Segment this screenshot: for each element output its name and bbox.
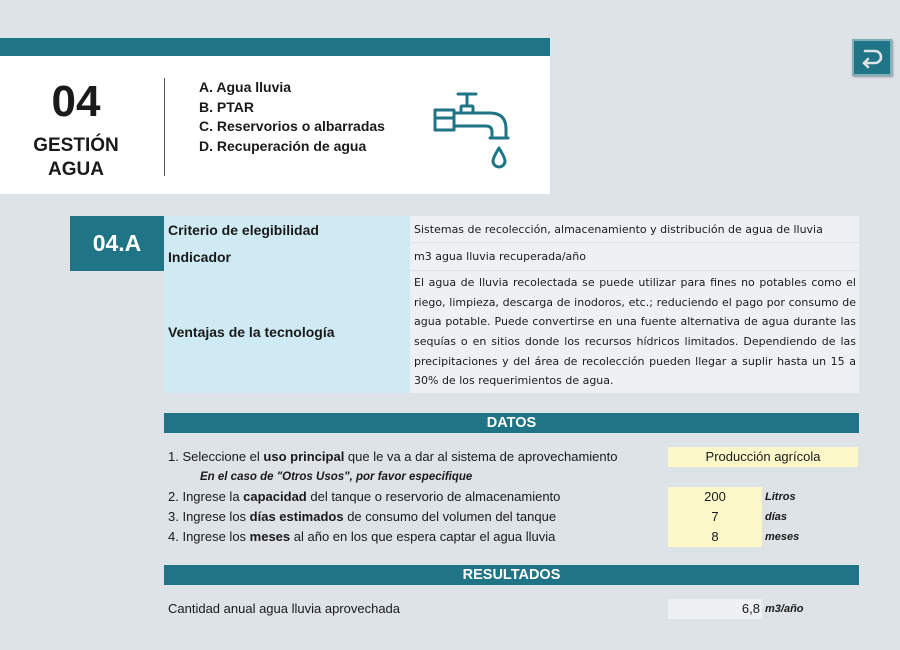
question-text: 4. Ingrese los meses al año en los que espera captar el agua lluvia xyxy=(168,529,556,544)
ventajas-row xyxy=(164,271,859,393)
return-arrow-icon xyxy=(859,47,885,69)
criterio-value: Sistemas de recolección, almacenamiento y distribución de agua de lluvia xyxy=(410,216,859,243)
subcategory-item: A. Agua lluvia xyxy=(199,79,292,95)
criterio-row xyxy=(164,216,859,243)
subcategory-item: C. Reservorios o albarradas xyxy=(199,118,385,134)
meses-input[interactable]: 8 xyxy=(668,527,762,547)
header-divider xyxy=(164,78,165,176)
category-title-line2: AGUA xyxy=(48,159,104,180)
indicador-row xyxy=(164,243,859,271)
dias-unit: días xyxy=(765,511,788,523)
capacidad-input[interactable]: 200 xyxy=(668,487,762,507)
question-text: 3. Ingrese los días estimados de consumo del volumen del tanque xyxy=(168,509,557,524)
indicador-value: m3 agua lluvia recuperada/año xyxy=(410,243,859,271)
resultado-value: 6,8 xyxy=(668,599,762,619)
subcategory-item: D. Recuperación de agua xyxy=(199,137,367,154)
capacidad-unit: Litros xyxy=(765,491,796,503)
question-text: 2. Ingrese la capacidad del tanque o reservorio de almacenamiento xyxy=(168,489,561,504)
technology-info-table xyxy=(164,216,859,393)
ventajas-label: Ventajas de la tecnología xyxy=(164,271,410,393)
datos-header: DATOS xyxy=(164,413,859,433)
question-capacidad xyxy=(168,487,858,507)
question-uso-principal xyxy=(168,447,858,467)
subcategory-list xyxy=(199,78,385,156)
resultados-header: RESULTADOS xyxy=(164,565,859,585)
meses-unit: meses xyxy=(765,531,800,543)
category-number: 04 xyxy=(51,77,101,126)
ventajas-value: El agua de lluvia recolectada se puede utilizar para fines no potables como el riego, limpieza, descarga de inodoros, etc.; reduciendo el pago por consumo de agua potable. Puede convertirse en una fuente alternativa de agua durante las sequías o en sitios donde los recursos hídricos limitados. Dependiendo de las precipitaciones y del área de recolección pueden llegar a suplir hasta un 15 a 30% de los requerimientos de agua. xyxy=(410,271,859,393)
header-accent-bar xyxy=(0,38,550,56)
question-otros-usos xyxy=(168,467,858,487)
back-button[interactable] xyxy=(852,39,892,76)
header-card xyxy=(0,56,550,194)
question-meses xyxy=(168,527,858,547)
resultado-label: Cantidad anual agua lluvia aprovechada xyxy=(168,601,401,616)
category-title xyxy=(0,134,152,182)
faucet-icon xyxy=(430,88,514,170)
resultado-row xyxy=(168,599,858,619)
indicador-label: Indicador xyxy=(164,243,410,271)
subcategory-item: B. PTAR xyxy=(199,98,254,115)
question-text: 1. Seleccione el uso principal que le va a dar al sistema de aprovechamiento xyxy=(168,449,618,464)
otros-usos-note: En el caso de "Otros Usos", por favor especifique xyxy=(200,471,473,483)
question-dias xyxy=(168,507,858,527)
uso-principal-select[interactable]: Producción agrícola xyxy=(668,447,858,467)
dias-input[interactable]: 7 xyxy=(668,507,762,527)
resultado-unit: m3/año xyxy=(765,603,804,615)
category-title-line1: GESTIÓN xyxy=(33,135,119,156)
criterio-label: Criterio de elegibilidad xyxy=(164,216,410,243)
section-code: 04.A xyxy=(70,216,164,271)
